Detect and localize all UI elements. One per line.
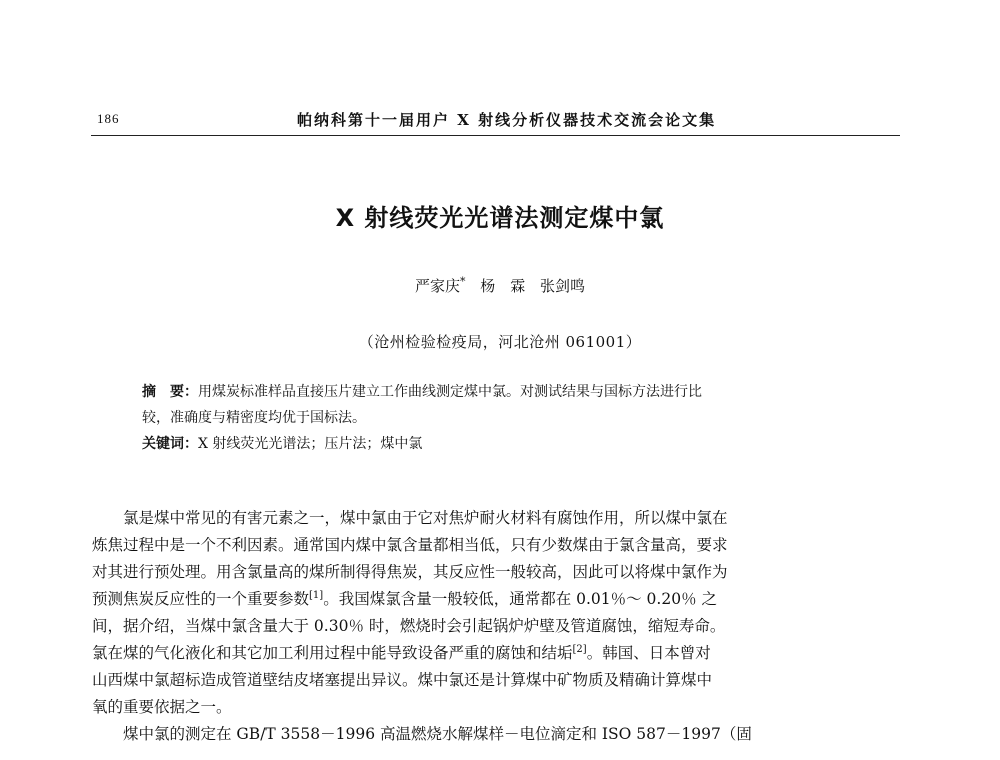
body-line: 煤中氯的测定在 GB/T 3558－1996 高温燃烧水解煤样－电位滴定和 ISO 587－1997（固 <box>123 725 752 743</box>
abstract-label: 摘 要： <box>142 384 198 400</box>
body-line: 间，据介绍，当煤中氯含量大于 0.30％ 时，燃烧时会引起锅炉炉壁及管道腐蚀，缩短寿命。 <box>92 617 726 635</box>
body-line <box>92 586 900 613</box>
keywords-text: X 射线荧光光谱法；压片法；煤中氯 <box>198 436 423 452</box>
body-text-span: 预测焦炭反应性的一个重要参数 <box>92 590 310 608</box>
corresponding-author-mark: * <box>459 275 466 288</box>
header-rule <box>91 135 900 136</box>
keywords-line <box>142 431 862 457</box>
paper-title: X 射线荧光光谱法测定煤中氯 <box>335 204 665 232</box>
abstract-text-1: 用煤炭标准样品直接压片建立工作曲线测定煤中氯。对测试结果与国标方法进行比 <box>198 384 702 400</box>
body-line <box>92 640 900 667</box>
body-line: 对其进行预处理。用含氯量高的煤所制得得焦炭，其反应性一般较高，因此可以将煤中氯作为 <box>92 563 728 581</box>
affiliation: （沧州检验检疫局，河北沧州 061001） <box>358 333 642 351</box>
abstract-block <box>142 379 862 457</box>
citation-ref-1[interactable]: [1] <box>309 589 324 601</box>
author-list <box>0 275 1000 296</box>
body-text-span: 。我国煤氯含量一般较低，通常都在 0.01％～ 0.20％ 之 <box>323 590 717 608</box>
abstract-line: 较，准确度与精密度均优于国标法。 <box>142 410 366 426</box>
page-number: 186 <box>97 111 120 126</box>
body-line: 炼焦过程中是一个不利因素。通常国内煤中氯含量都相当低，只有少数煤由于氯含量高，要求 <box>92 536 728 554</box>
author-first: 严家庆 <box>414 277 460 295</box>
body-text <box>92 505 900 748</box>
running-header: 帕纳科第十一届用户 X 射线分析仪器技术交流会论文集 <box>297 111 717 129</box>
citation-ref-2[interactable]: [2] <box>572 643 587 655</box>
body-line: 山西煤中氯超标造成管道壁结皮堵塞提出异议。煤中氯还是计算煤中矿物质及精确计算煤中 <box>92 671 713 689</box>
body-line: 氯是煤中常见的有害元素之一，煤中氯由于它对焦炉耐火材料有腐蚀作用，所以煤中氯在 <box>123 509 728 527</box>
body-text-span: 氯在煤的气化液化和其它加工利用过程中能导致设备严重的腐蚀和结垢 <box>92 644 573 662</box>
body-line: 氧的重要依据之一。 <box>92 698 232 716</box>
body-text-span: 。韩国、日本曾对 <box>586 644 711 662</box>
author-second: 杨 霖 <box>480 277 526 295</box>
abstract-line <box>142 379 862 405</box>
keywords-label: 关键词： <box>142 436 198 452</box>
author-third: 张剑鸣 <box>540 277 586 295</box>
